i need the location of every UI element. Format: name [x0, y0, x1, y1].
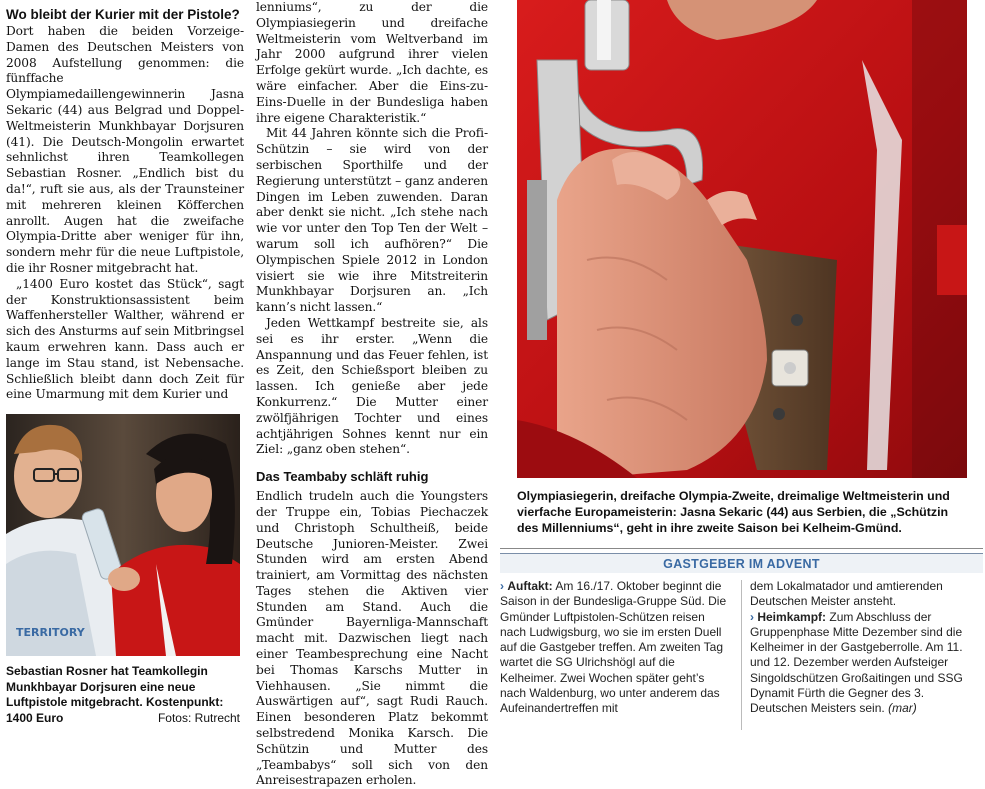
photo-caption-2: Olympiasiegerin, dreifache Olympia-Zweite, dreimalige Weltmeisterin und vierfache Europameisterin: Jasna Sekaric (44) aus Serbien, die „Schützin des Millenniums“, geht in ihre zweite Saison bei Kelheim-Gmünd. [517, 489, 950, 535]
caption-text: Sebastian Rosner hat Teamkollegin Munkhbayar Dorjsuren eine neue Luftpistole mitgebracht. Kostenpunkt: 1400 Euro [6, 664, 224, 725]
photo-caption-1 [6, 664, 240, 726]
subheadline: Das Teambaby schläft ruhig [256, 469, 429, 485]
article-column-2 [256, 0, 488, 789]
item-lead: Auftakt: [507, 579, 553, 593]
paragraph: „1400 Euro kostet das Stück“, sagt der Konstruktionsassistent beim Waffenhersteller Walther, während er sich des Ansturms auf sein Mitbringsel kaum erwehren kann. Dass auch er lange im Stau stand, ist Nebensache. Schließlich bleibt dann doch Zeit für eine Umarmung mit dem Kurier und [6, 276, 244, 402]
infobox-title: GASTGEBER IM ADVENT [500, 553, 983, 573]
chevron-right-icon: › [500, 579, 504, 593]
author-signature: (mar) [888, 701, 917, 716]
photo-credit: Fotos: Rutrecht [157, 710, 240, 725]
paragraph: Mit 44 Jahren könnte sich die Profi-Schützin – sie wird von der serbischen Sporthilfe und der Regierung unterstützt – ganz anderen Dingen im Leben zuwenden. Daran aber denkt sie nicht. „Ich stehe nach wie vor unter den Top Ten der Welt – warum soll ich aufhören?“ Die Olympischen Spiele 2012 in London visiert sie wie ihre Mitstreiterin Munkhbayar Dorjsuren an. „Ich kann’s nicht lassen.“ [256, 126, 488, 315]
article-column-1 [6, 0, 244, 403]
paragraph: lenniums“, zu der die Olympiasiegerin und dreifache Weltmeisterin vom Weltverband im Jahr 2000 aufgrund ihrer vielen Erfolge gekürt wurde. „Ich dachte, es wäre einfacher. Aber die Eins-zu-Eins-Duelle in der Bundesliga haben ihre eigene Charakteristik.“ [256, 0, 488, 125]
item-text: Am 16./17. Oktober beginnt die Saison in der Bundesliga-Gruppe Süd. Die Gmünder Luftpistolen-Schützen reisen nach Ludwigsburg, wo sie im ersten Duell auf die Gastgeber treffen. Am zweiten Tag wartet die SG Ulrichshögl auf die Kelheimer. Zwei Wochen später geht’s nach Waldenburg, wo unter anderem das Aufeinandertreffen mit [500, 579, 727, 716]
chevron-right-icon: › [750, 609, 754, 624]
paragraph: Dort haben die beiden Vorzeige-Damen des Deutschen Meisters von 2008 Aufstellung genommen: die fünffache Olympiamedaillengewinnerin Jasna Sekaric (44) aus Belgrad und Doppel-Weltmeisterin Munkhbayar Dorjsuren (41). Die Deutsch-Mongolin erwartet sehnlichst ihren Teamkollegen Sebastian Rosner. „Endlich bist du da!“, ruft sie aus, als der Traunsteiner mit mehreren kleinen Köfferchen anrollt. Augen hat die zweifache Olympia-Dritte aber weniger für ihn, sondern mehr für die neue Luftpistole, die ihr Rosner mitgebracht hat. [6, 24, 244, 275]
shirt-print: TERRITORY [16, 626, 85, 639]
article-body-3 [256, 489, 488, 789]
item-text-continued: dem Lokalmatador und amtierenden Deutschen Meister ansteht. [750, 579, 943, 609]
item-lead: Heimkampf: [757, 609, 827, 624]
infobox-rule [500, 548, 983, 549]
column-divider [741, 580, 742, 730]
article-body-1 [6, 24, 244, 403]
section-headline: Wo bleibt der Kurier mit der Pistole? [6, 7, 240, 22]
infobox-column-2 [750, 579, 978, 717]
article-body-2 [256, 0, 488, 458]
paragraph: Endlich trudeln auch die Youngsters der Truppe ein, Tobias Piechaczek und Christoph Schultheiß, beide Deutsche Junioren-Meister. Zwei Stunden wird am ersten Abend trainiert, am Vormittag des nächsten Tages stehen die Aktiven vier Stunden am Stand. Auch die Gmünder Bayernliga-Mannschaft macht mit. Dazwischen liegt nach einer Teambesprechung eine Nacht bei Thomas Karschs Mutter in Viehhausen. „Sie nimmt die Auswärtigen auf“, sagt Rudi Rauch. Einen besonderen Platz bekommt selbstredend Monika Karsch. Die Schützin und Mutter des „Teambabys“ soll sich von den Anreisestrapazen erholen. [256, 489, 488, 788]
item-text: Zum Abschluss der Gruppenphase Mitte Dezember sind die Kelheimer in der Gastgeberrolle. Am 11. und 12. Dezember werden Aufsteiger Singoldschützen Großaitingen und SSG Dynamit Fürth die Gegner des 3. Deutschen Meisters sein. [750, 609, 963, 716]
infobox-column-1 [500, 579, 732, 717]
paragraph: Jeden Wettkampf bestreite sie, als sei es ihr erster. „Wenn die Anspannung und das Feuer fehlen, ist es Zeit, den Schießsport bleiben zu lassen. Ich genieße aber jede Konkurrenz.“ Die Mutter einer zwölfjährigen Tochter und eines achtjährigen Sohnes kennt nur ein Ziel: „ganz oben stehen“. [256, 315, 488, 457]
photo-rosner-dorjsuren [6, 414, 240, 656]
photo-sekaric-pistol [517, 0, 967, 478]
